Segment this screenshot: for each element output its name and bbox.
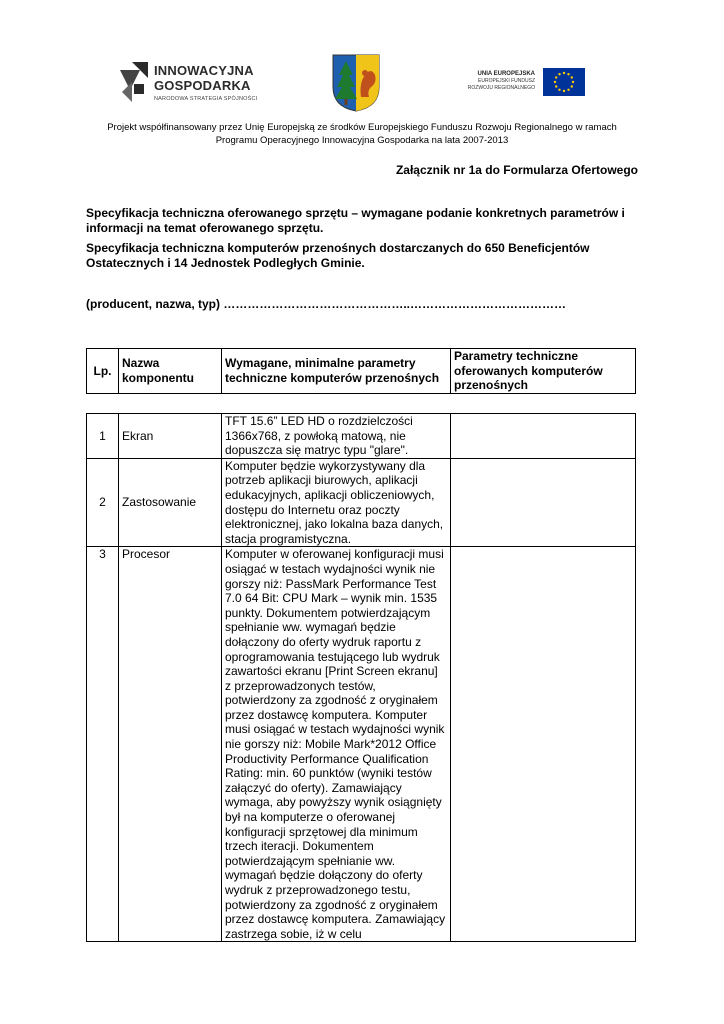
- cofinancing-line2: Programu Operacyjnego Innowacyjna Gospodarka na lata 2007-2013: [215, 135, 509, 146]
- table-row: [87, 414, 636, 459]
- table-header-row: [87, 349, 636, 394]
- row-component-name: Zastosowanie: [119, 458, 222, 547]
- ig-logo-line1: INNOWACYJNA: [154, 63, 254, 78]
- annex-title: Załącznik nr 1a do Formularza Ofertowego: [395, 163, 638, 177]
- row-lp: 2: [87, 458, 119, 547]
- header-component-name: Nazwa komponentu: [119, 349, 222, 394]
- header-offered-params: Parametry techniczne oferowanych komputerów przenośnych: [451, 349, 636, 394]
- table-row: [87, 458, 636, 547]
- eu-logo-line2: EUROPEJSKI FUNDUSZ: [478, 78, 535, 84]
- municipal-crest-icon: [331, 53, 381, 113]
- innowacyjna-gospodarka-emblem-icon: [118, 60, 148, 104]
- spec-intro-2: Specyfikacja techniczna komputerów przenośnych dostarczanych do 650 Beneficjentów Ostatecznych i 14 Jednostek Podległych Gminie.: [86, 241, 590, 270]
- table-row: [87, 547, 636, 942]
- row-offered-params-cell[interactable]: [451, 458, 636, 547]
- row-required-params: Komputer będzie wykorzystywany dla potrzeb aplikacji biurowych, aplikacji edukacyjnych, aplikacji obliczeniowych, dostępu do Internetu oraz poczty elektronicznej, jako lokalna baza danych, stacja programistyczna.: [222, 458, 451, 547]
- row-component-name: Procesor: [119, 547, 222, 942]
- ig-logo-line2: GOSPODARKA: [154, 78, 251, 93]
- row-offered-params-cell[interactable]: [451, 414, 636, 459]
- eu-flag-icon: [543, 68, 585, 96]
- row-required-params: Komputer w oferowanej konfiguracji musi osiągać w testach wydajności wynik nie gorszy niż: PassMark Performance Test 7.0 64 Bit: CPU Mark – wynik min. 1535 punkty. Dokumentem potwierdzającym spełnianie ww. wymagań będzie dołączony do oferty wydruk raportu z oprogramowania testującego lub wydruk zawartości ekranu [Print Screen ekranu] z przeprowadzonych testów, potwierdzony za zgodność z oryginałem przez dostawcę komputera. Komputer musi osiągać w testach wydajności wynik nie gorszy niż: Mobile Mark*2012 Office Productivity Performance Qualification Rating: min. 60 punktów (wyniki testów załączyć do oferty). Zamawiający wymaga, aby powyższy wynik osiągnięty był na komputerze o oferowanej konfiguracji sprzętowej dla minimum trzech iteracji. Dokumentem potwierdzającym spełnianie ww. wymagań będzie dołączony do oferty wydruk z przeprowadzonego testu, potwierdzony za zgodność z oryginałem przez dostawcę komputera. Zamawiający zastrzega sobie, iż w celu: [222, 547, 451, 942]
- row-lp: 1: [87, 414, 119, 459]
- row-required-params: TFT 15.6” LED HD o rozdzielczości 1366x768, z powłoką matową, nie dopuszcza się matryc typu "glare".: [222, 414, 451, 459]
- header-required-params: Wymagane, minimalne parametry techniczne komputerów przenośnych: [222, 349, 451, 394]
- spec-intro-1: Specyfikacja techniczna oferowanego sprzętu – wymagane podanie konkretnych parametrów i informacji na temat oferowanego sprzętu.: [86, 206, 625, 235]
- innowacyjna-gospodarka-logo: [118, 60, 258, 106]
- row-lp: 3: [87, 547, 119, 942]
- header-lp: Lp.: [87, 349, 119, 394]
- row-offered-params-cell[interactable]: [451, 547, 636, 942]
- cofinancing-note: [60, 121, 664, 147]
- cofinancing-line1: Projekt współfinansowany przez Unię Europejską ze środków Europejskiego Funduszu Rozwoju Regionalnego w ramach: [107, 122, 617, 133]
- row-component-name: Ekran: [119, 414, 222, 459]
- spec-table-header: [86, 348, 636, 394]
- eu-logo-line1: UNIA EUROPEJSKA: [477, 71, 535, 77]
- spec-table: [86, 413, 636, 942]
- ig-logo-line3: NARODOWA STRATEGIA SPÓJNOŚCI: [154, 96, 258, 102]
- producer-line: (producent, nazwa, typ) ………………………………………..…………………………………: [86, 297, 567, 311]
- eu-logo-line3: ROZWOJU REGIONALNEGO: [467, 84, 535, 91]
- eu-logo: [465, 68, 585, 102]
- logo-bar: [0, 50, 724, 115]
